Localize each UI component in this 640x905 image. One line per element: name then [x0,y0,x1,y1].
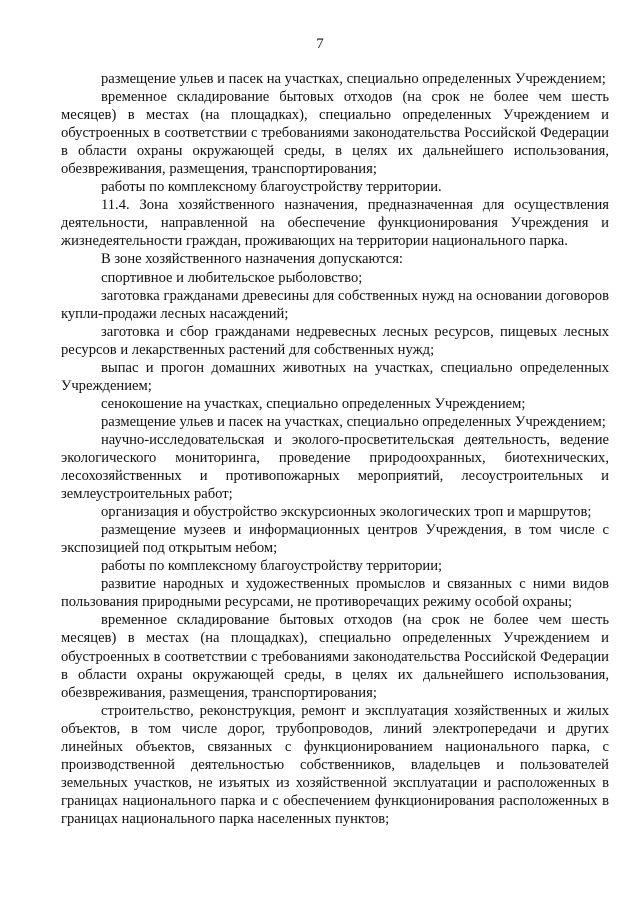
section-heading-paragraph: 11.4. Зона хозяйственного назначения, предназначенная для осуществления деятельности, направленной на обеспечение функционирования Учреждения и жизнедеятельности граждан, проживающих на территории национального парка. [61,197,609,250]
document-body [61,70,609,828]
list-item: заготовка гражданами древесины для собственных нужд на основании договоров купли-продажи лесных насаждений; [61,287,609,322]
list-item: сенокошение на участках, специально определенных Учреждением; [101,395,526,412]
list-item: заготовка и сбор гражданами недревесных лесных ресурсов, пищевых лесных ресурсов и лекарственных растений для собственных нужд; [61,323,609,358]
paragraph: временное складирование бытовых отходов (на срок не более чем шесть месяцев) в местах (на площадках), специально определенных Учреждением и обустроенных в соответствии с требованиями законодательства Российской Федерации в области охраны окружающей среды, в целях их дальнейшего использования, обезвреживания, размещения, транспортирования; [61,89,609,178]
paragraph: размещение ульев и пасек на участках, специально определенных Учреждением; [101,71,606,87]
list-item: размещение музеев и информационных центров Учреждения, в том числе с экспозицией под открытым небом; [61,522,609,557]
list-item: временное складирование бытовых отходов (на срок не более чем шесть месяцев) в местах (на площадках), специально определенных Учреждением и обустроенных в соответствии с требованиями законодательства Российской Федерации в области охраны окружающей среды, в целях их дальнейшего использования, обезвреживания, размещения, транспортирования; [61,612,609,701]
list-item: размещение ульев и пасек на участках, специально определенных Учреждением; [101,413,606,430]
paragraph: В зоне хозяйственного назначения допускаются: [101,251,403,268]
list-item: выпас и прогон домашних животных на участках, специально определенных Учреждением; [61,359,609,394]
list-item: развитие народных и художественных промыслов и связанных с ними видов пользования природными ресурсами, не противоречащих режиму особой охраны; [61,576,609,611]
paragraph: работы по комплексному благоустройству территории. [101,179,442,196]
list-item: организация и обустройство экскурсионных экологических троп и маршрутов; [101,504,592,521]
list-item: строительство, реконструкция, ремонт и эксплуатация хозяйственных и жилых объектов, в том числе дорог, трубопроводов, линий электропередачи и других линейных объектов, связанных с функционированием национального парка, с производственной деятельностью собственников, владельцев и пользователей земельных участков, не изъятых из хозяйственной эксплуатации и расположенных в границах национального парка и с обеспечением функционирования расположенных в границах национального парка населенных пунктов; [61,702,609,827]
page-number: 7 [316,36,324,52]
list-item: научно-исследовательская и эколого-просветительская деятельность, ведение экологического мониторинга, проведение природоохранных, биотехнических, лесохозяйственных и противопожарных мероприятий, лесоустроительных и землеустроительных работ; [61,431,609,503]
list-item: спортивное и любительское рыболовство; [101,269,363,286]
list-item: работы по комплексному благоустройству территории; [101,558,443,575]
